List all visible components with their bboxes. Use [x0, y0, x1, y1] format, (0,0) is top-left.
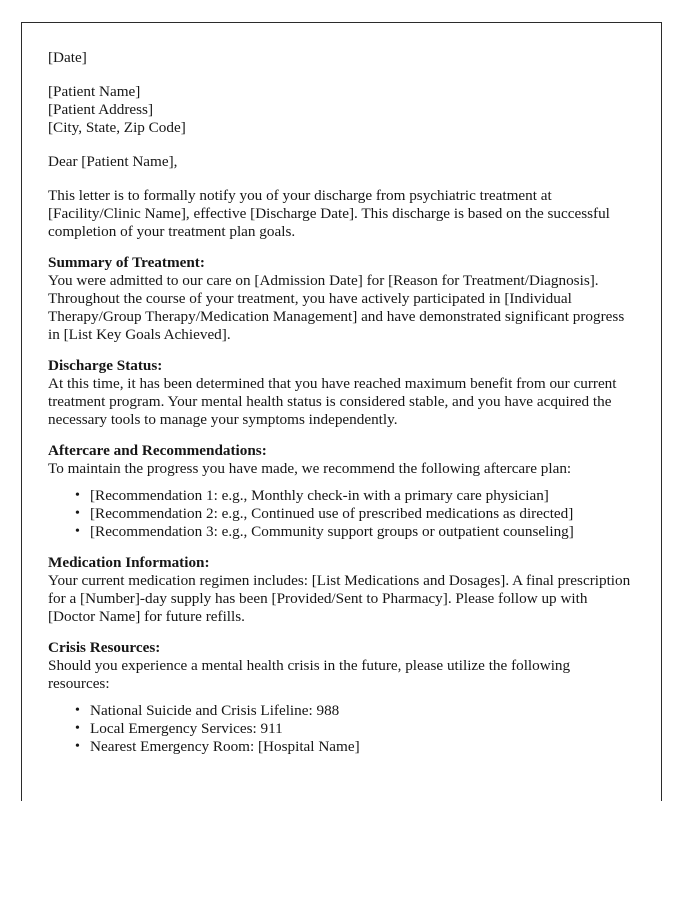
list-item: • [Recommendation 3: e.g., Community support groups or outpatient counseling]	[48, 523, 632, 541]
document-content	[48, 49, 632, 756]
aftercare-recommendation-list	[48, 487, 632, 541]
spacer	[48, 626, 632, 639]
recipient-address-block	[48, 83, 632, 137]
section-discharge-status	[48, 357, 632, 429]
recipient-address: [Patient Address]	[48, 101, 154, 118]
section-heading: Summary of Treatment:	[48, 254, 205, 271]
list-item: • National Suicide and Crisis Lifeline: 988	[48, 702, 632, 720]
section-heading: Aftercare and Recommendations:	[48, 442, 267, 459]
salutation: Dear [Patient Name],	[48, 153, 178, 170]
crisis-resource-list	[48, 702, 632, 756]
intro-paragraph: This letter is to formally notify you of your discharge from psychiatric treatment at [Facility/Clinic Name], effective [Discharge Date]. This discharge is based on the successful completion of your treatment plan goals.	[48, 187, 610, 240]
spacer	[48, 541, 632, 554]
spacer	[48, 67, 632, 83]
section-body: You were admitted to our care on [Admission Date] for [Reason for Treatment/Diagnosis]. Throughout the course of your treatment, you have actively participated in [Individual Therapy/Group Therapy/Medication Management] and have demonstrated significant progress in [List Key Goals Achieved].	[48, 272, 625, 343]
section-body: At this time, it has been determined that you have reached maximum benefit from our current treatment program. Your mental health status is considered stable, and you have acquired the necessary tools to manage your symptoms independently.	[48, 375, 617, 428]
spacer	[48, 693, 632, 702]
section-aftercare-and-recommendations	[48, 442, 632, 541]
spacer	[48, 171, 632, 187]
section-body: Your current medication regimen includes: [List Medications and Dosages]. A final prescription for a [Number]-day supply has been [Provided/Sent to Pharmacy]. Please follow up with [Doctor Name] for future refills.	[48, 572, 631, 625]
spacer	[48, 478, 632, 487]
document-page	[21, 22, 662, 801]
spacer	[48, 241, 632, 254]
section-medication-information	[48, 554, 632, 626]
spacer	[48, 429, 632, 442]
section-crisis-resources	[48, 639, 632, 756]
recipient-city-state-zip: [City, State, Zip Code]	[48, 119, 186, 136]
spacer	[48, 344, 632, 357]
list-item: • [Recommendation 1: e.g., Monthly check-in with a primary care physician]	[48, 487, 632, 505]
list-item: • Nearest Emergency Room: [Hospital Name]	[48, 738, 632, 756]
date-placeholder: [Date]	[48, 49, 87, 66]
list-item: • [Recommendation 2: e.g., Continued use of prescribed medications as directed]	[48, 505, 632, 523]
list-item: • Local Emergency Services: 911	[48, 720, 632, 738]
section-body: To maintain the progress you have made, we recommend the following aftercare plan:	[48, 460, 572, 477]
recipient-name: [Patient Name]	[48, 83, 141, 100]
section-summary-of-treatment	[48, 254, 632, 344]
spacer	[48, 137, 632, 153]
section-body: Should you experience a mental health crisis in the future, please utilize the following resources:	[48, 657, 571, 692]
section-heading: Crisis Resources:	[48, 639, 161, 656]
section-heading: Discharge Status:	[48, 357, 163, 374]
section-heading: Medication Information:	[48, 554, 210, 571]
